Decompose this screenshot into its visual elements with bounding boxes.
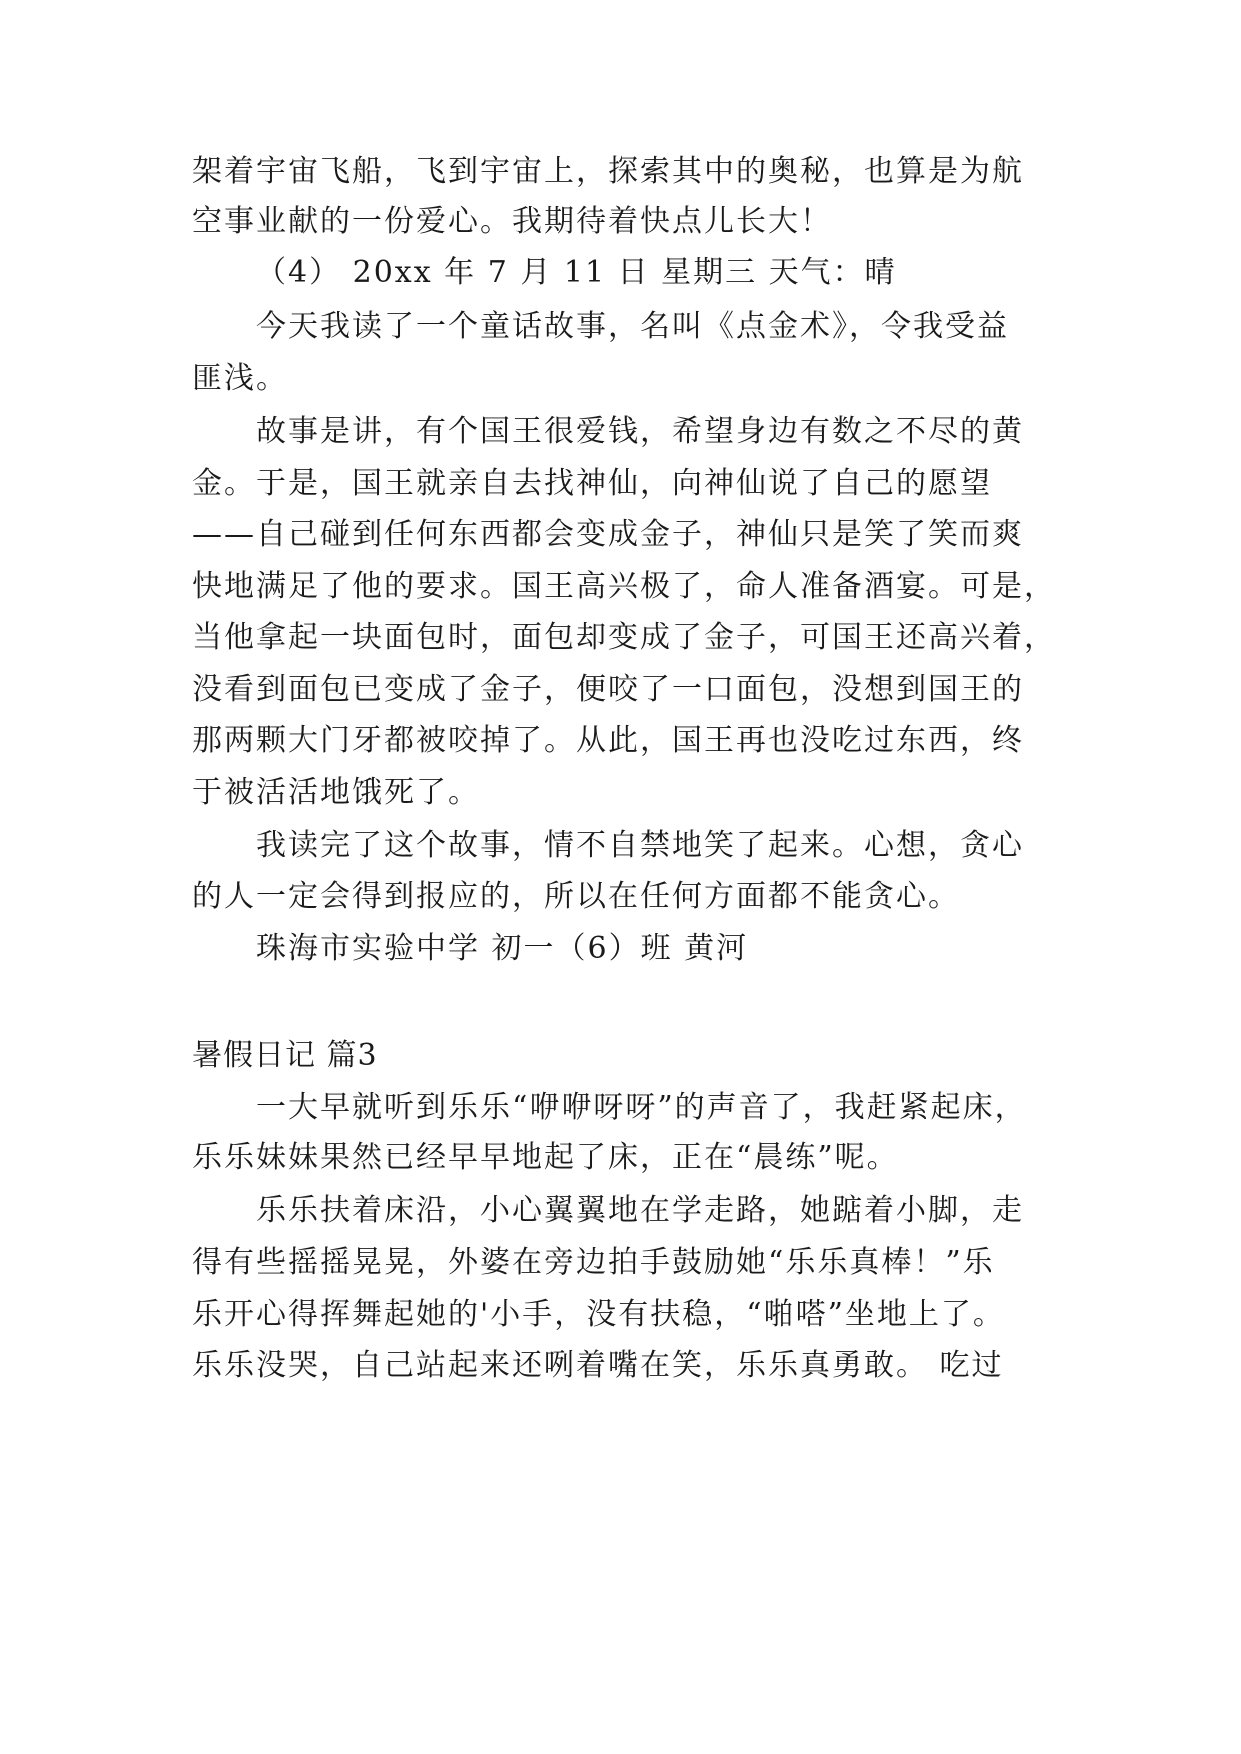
text-line: 那两颗大门牙都被咬掉了。从此，国王再也没吃过东西，终 (192, 723, 1024, 758)
text-line: 当他拿起一块面包时，面包却变成了金子，可国王还高兴着， (192, 620, 1056, 655)
text-line: 于被活活地饿死了。 (192, 775, 480, 810)
paragraph-start: 我读完了这个故事，情不自禁地笑了起来。心想，贪心 (256, 828, 1024, 863)
text-line: 空事业献的一份爱心。我期待着快点儿长大！ (192, 204, 832, 239)
paragraph-start: 今天我读了一个童话故事，名叫《点金术》，令我受益 (256, 309, 1009, 344)
text-line: 金。于是，国王就亲自去找神仙，向神仙说了自己的愿望 (192, 466, 992, 501)
section-heading: 暑假日记 篇3 (192, 1038, 378, 1073)
text-line: 乐乐妹妹果然已经早早地起了床，正在“晨练”呢。 (192, 1140, 899, 1175)
diary-entry-date: （4） 20xx 年 7 月 11 日 星期三 天气：晴 (256, 255, 897, 290)
text-line: 得有些摇摇晃晃，外婆在旁边拍手鼓励她“乐乐真棒！”乐 (192, 1245, 995, 1280)
text-line: 没看到面包已变成了金子，便咬了一口面包，没想到国王的 (192, 672, 1024, 707)
paragraph-start: 一大早就听到乐乐“咿咿呀呀”的声音了，我赶紧起床， (256, 1090, 1027, 1125)
text-line: 乐开心得挥舞起她的'小手，没有扶稳，“啪嗒”坐地上了。 (192, 1297, 1005, 1332)
text-line: 的人一定会得到报应的，所以在任何方面都不能贪心。 (192, 879, 960, 914)
text-line: ——自己碰到任何东西都会变成金子，神仙只是笑了笑而爽 (192, 517, 1024, 552)
author-signature: 珠海市实验中学 初一（6）班 黄河 (256, 931, 749, 966)
paragraph-start: 故事是讲，有个国王很爱钱，希望身边有数之不尽的黄 (256, 414, 1024, 449)
text-line: 架着宇宙飞船，飞到宇宙上，探索其中的奥秘，也算是为航 (192, 154, 1024, 189)
text-line: 匪浅。 (192, 361, 288, 396)
paragraph-start: 乐乐扶着床沿，小心翼翼地在学走路，她踮着小脚，走 (256, 1193, 1024, 1228)
text-line: 快地满足了他的要求。国王高兴极了，命人准备酒宴。可是， (192, 569, 1056, 604)
text-line: 乐乐没哭，自己站起来还咧着嘴在笑，乐乐真勇敢。 吃过 (192, 1348, 1004, 1383)
